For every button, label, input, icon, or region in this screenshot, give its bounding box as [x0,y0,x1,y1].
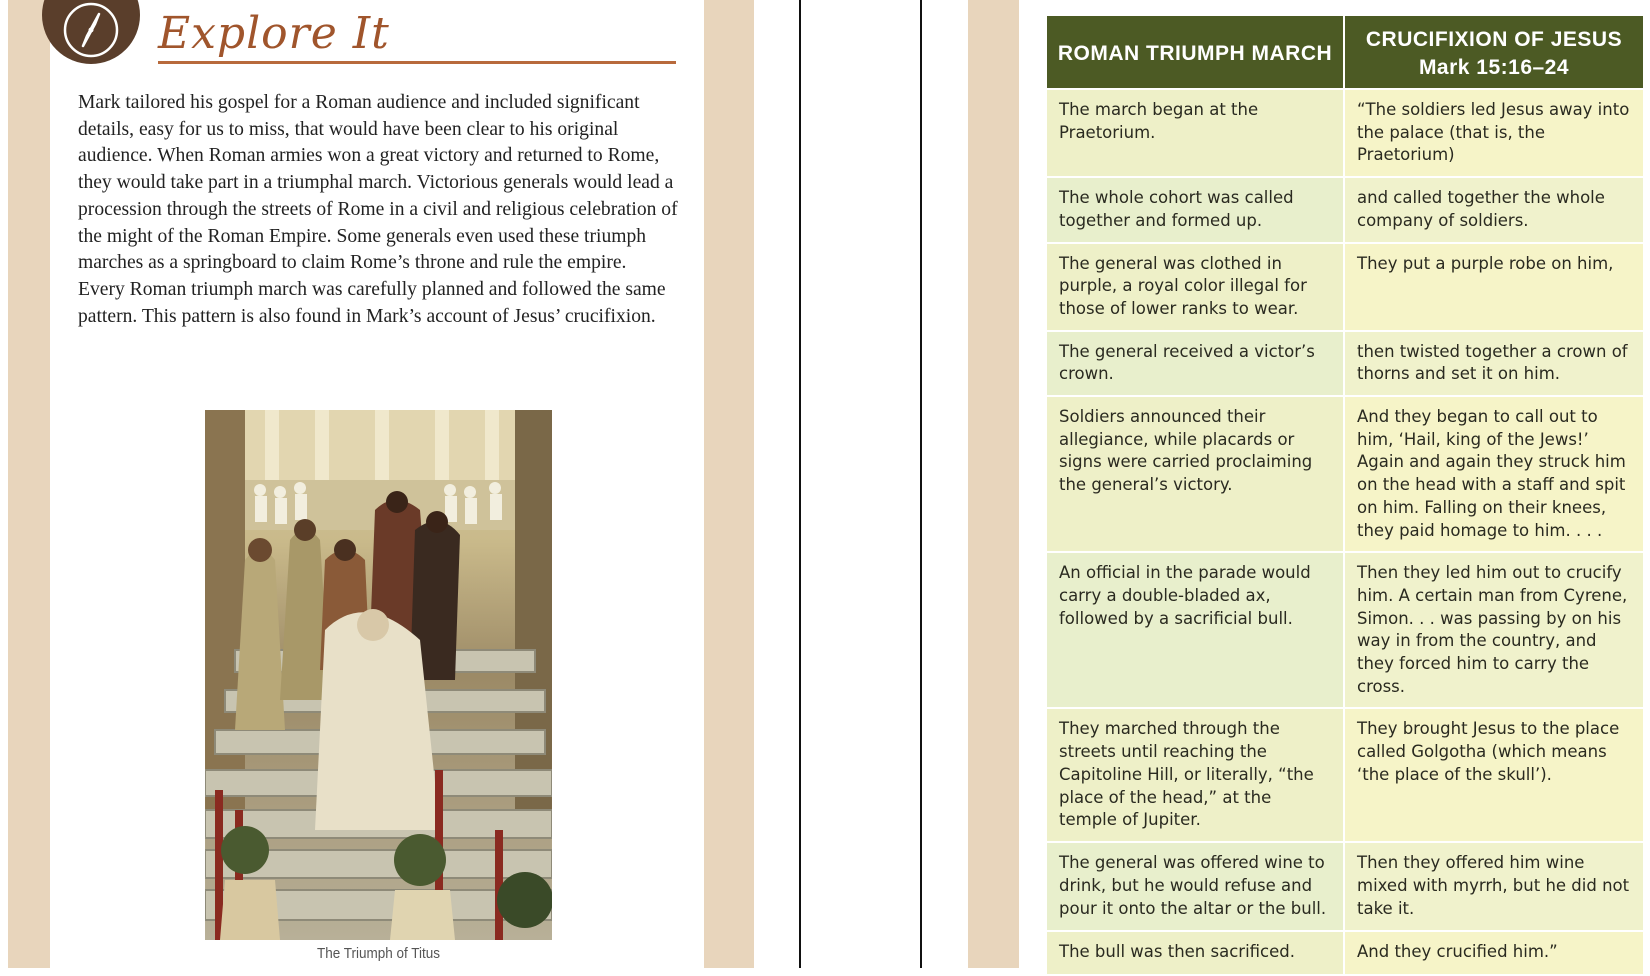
table-row [1046,708,1644,842]
left-margin-stripe [8,0,50,968]
table-cell: An official in the parade would carry a double-bladed ax, followed by a sacrificial bull. [1046,552,1344,708]
table-row [1046,842,1644,930]
image-caption: The Triumph of Titus [316,945,441,962]
column-header: ROMAN TRIUMPH MARCH [1046,16,1344,89]
table-row [1046,396,1644,552]
table-cell: and called together the whole company of soldiers. [1344,177,1644,242]
compass-icon [59,0,123,62]
table-cell: They marched through the streets until reaching the Capitoline Hill, or literally, “the place of the head,” at the temple of Jupiter. [1046,708,1344,842]
table-cell: The march began at the Praetorium. [1046,89,1344,177]
left-page [0,0,755,968]
body-paragraph: Mark tailored his gospel for a Roman audience and included significant details, easy for us to miss, that would have been clear to his original audience. When Roman armies won a great victory and returned to Rome, they would take part in a triumphal march. Victorious generals would lead a procession through the streets of Rome in a civil and religious celebration of the might of the Roman Empire. Some generals even used these triumph marches as a springboard to claim Rome’s throne and rule the empire. Every Roman triumph march was carefully planned and followed the same pattern. This pattern is also found in Mark’s account of Jesus’ crucifixion. [78,92,678,327]
table-row [1046,243,1644,331]
table-header-row [1046,16,1644,89]
table-cell: They brought Jesus to the place called Golgotha (which means ‘the place of the skull’). [1344,708,1644,842]
table-cell: And they crucified him.” [1344,931,1644,975]
table-row [1046,177,1644,242]
table-row [1046,552,1644,708]
table-cell: They put a purple robe on him, [1344,243,1644,331]
section-badge [42,0,140,64]
table-cell: The general received a victor’s crown. [1046,331,1344,396]
table-cell: And they began to call out to him, ‘Hail, king of the Jews!’ Again and again they struck him on the head with a staff and spit on him. Falling on their knees, they paid homage to him. . . . [1344,396,1644,552]
table-cell: The general was clothed in purple, a royal color illegal for those of lower ranks to wear. [1046,243,1344,331]
table-cell: Then they offered him wine mixed with myrrh, but he did not take it. [1344,842,1644,930]
table-cell: “The soldiers led Jesus away into the palace (that is, the Praetorium) [1344,89,1644,177]
table-cell: The bull was then sacrificed. [1046,931,1344,975]
table-cell: Then they led him out to crucify him. A certain man from Cyrene, Simon. . . was passing by on his way in from the country, and they forced him to carry the cross. [1344,552,1644,708]
section-heading: Explore It [158,8,390,59]
table-cell: The whole cohort was called together and formed up. [1046,177,1344,242]
page-divider-right [920,0,922,968]
table-row [1046,89,1644,177]
right-gutter-stripe [968,0,1019,968]
left-gutter-stripe [704,0,754,968]
column-header: CRUCIFIXION OF JESUS Mark 15:16–24 [1344,16,1644,89]
table-cell: then twisted together a crown of thorns and set it on him. [1344,331,1644,396]
triumph-painting-image [205,410,552,940]
heading-underline [158,61,676,64]
table-cell: The general was offered wine to drink, but he would refuse and pour it onto the altar or the bull. [1046,842,1344,930]
page-divider-left [799,0,801,968]
table-row [1046,331,1644,396]
comparison-table [1045,16,1645,976]
table-cell: Soldiers announced their allegiance, while placards or signs were carried proclaiming the general’s victory. [1046,396,1344,552]
